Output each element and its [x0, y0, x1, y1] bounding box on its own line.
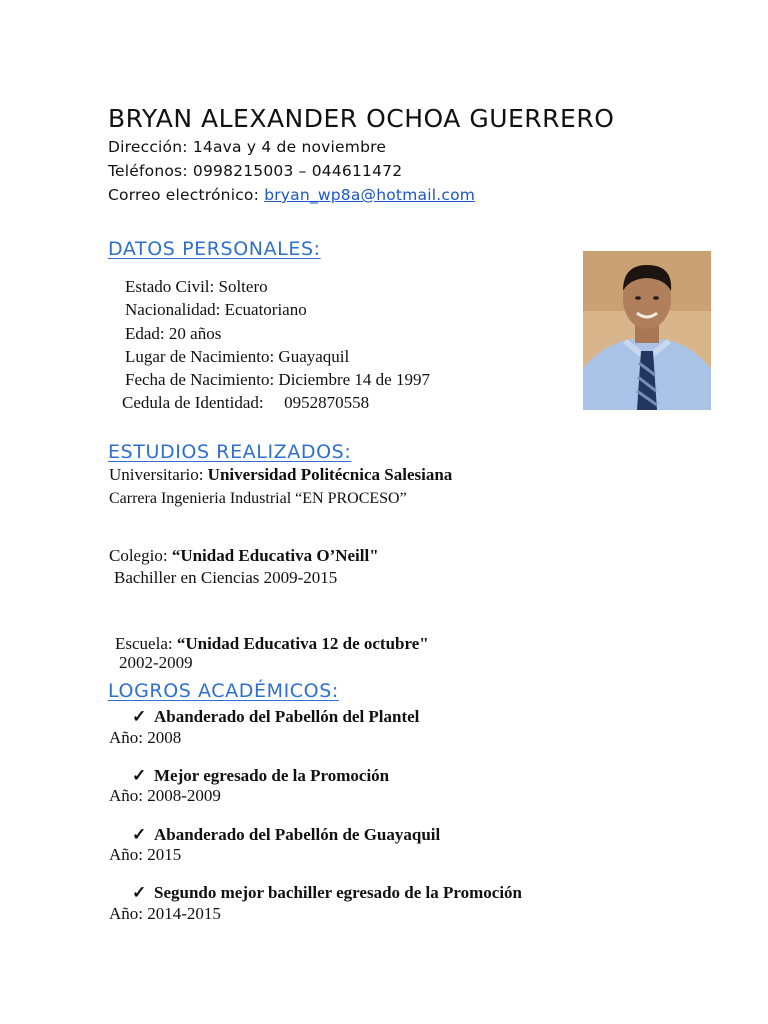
logro-item [132, 707, 419, 727]
section-title-datos: DATOS PERSONALES: [108, 238, 321, 260]
cedula-label: Cedula de Identidad: [122, 393, 264, 412]
cv-name: BRYAN ALEXANDER OCHOA GUERRERO [108, 104, 615, 133]
universitario-line [109, 465, 452, 485]
logro-title: Abanderado del Pabellón de Guayaquil [154, 825, 441, 844]
colegio-line [109, 546, 379, 566]
email-label: Correo electrónico: [108, 186, 260, 204]
logro-year: Año: 2014-2015 [109, 904, 221, 923]
email-line [108, 186, 475, 204]
logro-year: Año: 2008 [109, 728, 182, 747]
section-title-logros: LOGROS ACADÉMICOS: [108, 680, 339, 702]
colegio-value: “Unidad Educativa O’Neill" [171, 546, 379, 565]
profile-photo-icon [583, 251, 711, 410]
address-value: 14ava y 4 de noviembre [192, 138, 387, 156]
cedula-value: 0952870558 [284, 393, 370, 412]
address-label: Dirección: [108, 138, 188, 156]
check-icon: ✓ [132, 766, 147, 785]
address-line [108, 138, 386, 156]
phones-line [108, 162, 402, 180]
colegio-detail: Bachiller en Ciencias 2009-2015 [114, 568, 338, 587]
universitario-label: Universitario: [109, 465, 204, 484]
cedula [122, 393, 369, 413]
logro-item [132, 883, 522, 903]
escuela-value: “Unidad Educativa 12 de octubre" [176, 634, 429, 653]
check-icon: ✓ [132, 883, 147, 902]
colegio-label: Colegio: [109, 546, 168, 565]
email-link[interactable]: bryan_wp8a@hotmail.com [264, 186, 476, 204]
phones-label: Teléfonos: [108, 162, 188, 180]
section-title-estudios: ESTUDIOS REALIZADOS: [108, 441, 352, 463]
escuela-line [115, 634, 429, 654]
logro-title: Segundo mejor bachiller egresado de la Promoción [154, 883, 523, 902]
logro-item [132, 766, 389, 786]
logro-item [132, 825, 440, 845]
lugar-nacimiento: Lugar de Nacimiento: Guayaquil [125, 347, 350, 366]
nacionalidad: Nacionalidad: Ecuatoriano [125, 300, 307, 319]
escuela-years: 2002-2009 [119, 653, 193, 672]
logro-year: Año: 2015 [109, 845, 182, 864]
check-icon: ✓ [132, 825, 147, 844]
edad: Edad: 20 años [125, 324, 222, 343]
logro-title: Abanderado del Pabellón del Plantel [154, 707, 420, 726]
check-icon: ✓ [132, 707, 147, 726]
logro-year: Año: 2008-2009 [109, 786, 221, 805]
carrera-line [109, 490, 407, 508]
carrera-status: “EN PROCESO” [295, 490, 407, 507]
fecha-nacimiento: Fecha de Nacimiento: Diciembre 14 de 1997 [125, 370, 430, 389]
universitario-value: Universidad Politécnica Salesiana [207, 465, 453, 484]
phones-value: 0998215003 – 044611472 [192, 162, 403, 180]
profile-photo [583, 251, 711, 410]
logro-title: Mejor egresado de la Promoción [154, 766, 390, 785]
escuela-label: Escuela: [115, 634, 173, 653]
carrera-name: Carrera Ingenieria Industrial [109, 490, 292, 507]
estado-civil: Estado Civil: Soltero [125, 277, 268, 296]
